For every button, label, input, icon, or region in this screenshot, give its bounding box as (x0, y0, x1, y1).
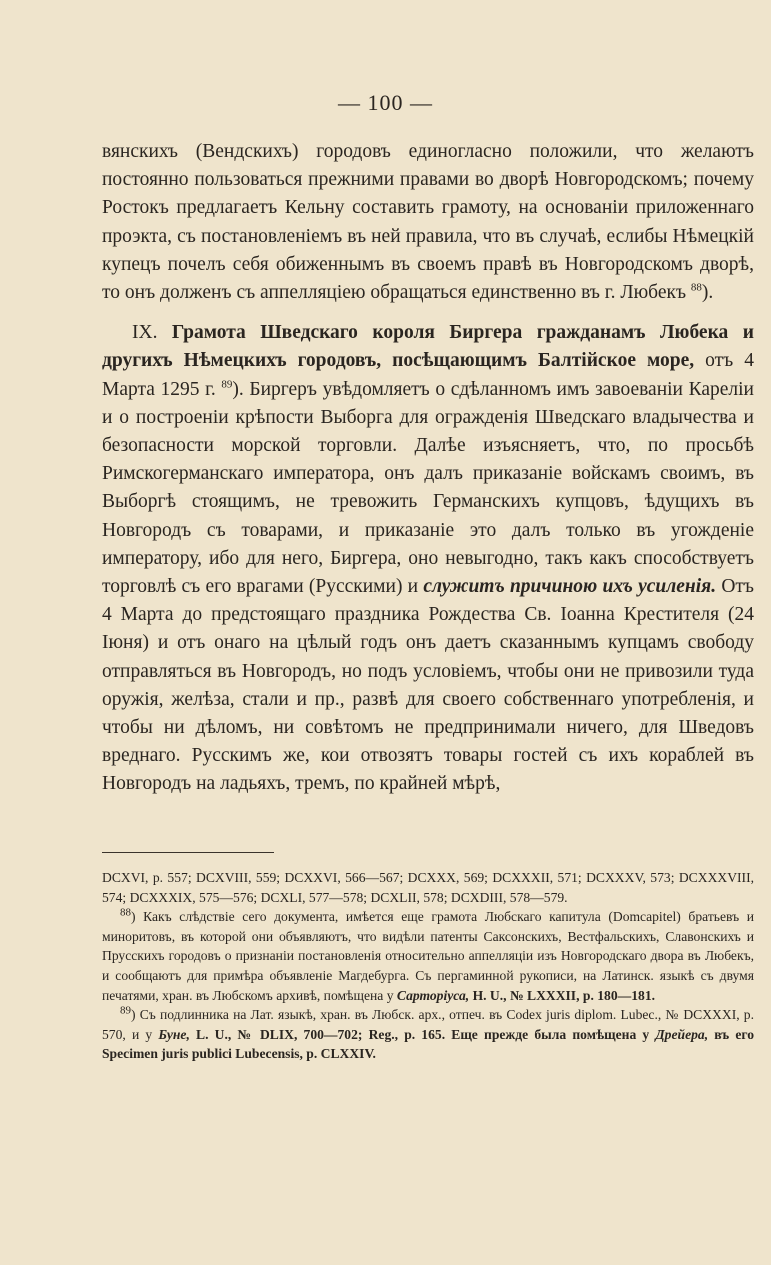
footnote-ref-88: 88 (690, 281, 702, 294)
footnote-89-mark: 89 (120, 1004, 131, 1017)
section-italic-text: служитъ причиною ихъ усиленія. (423, 576, 717, 598)
paragraph-text-end: ). (701, 282, 714, 304)
footnote-88-text: ) Какъ слѣдствіе сего документа, имѣется еще грамота Любскаго капитула (Domcapitel) братьевъ и миноритовъ, въ которой они объявляютъ, что видѣли патенты Саксонскихъ, Вестфальскихъ, Славонскихъ и Прусскихъ городовъ о признаніи постановленія относительно аппелляціи изъ Новгородскаго двора въ Любекъ, и сообщаютъ для примѣра объявленіе Магдебурга. Съ пергаминной рукописи, на Латинск. языкѣ съ двумя печатями, хран. въ Любскомъ архивѣ, помѣщена у (102, 909, 754, 1003)
section-text: ). Биргеръ увѣдомляетъ о сдѣланномъ имъ завоеваніи Кареліи и о построеніи крѣпости Выборга для огражденія Шведскаго владычества и безопасности морской торговли. Далѣе изъясняетъ, что, по просьбѣ Римскогерманскаго императора, онъ далъ приказаніе войскамъ своимъ, въ Выборгѣ стоящимъ, не тревожить Германскихъ купцовъ, ѣдущихъ въ Новгородъ съ товарами, и приказаніе это далъ только въ угожденіе императору, ибо для него, Биргера, оно невыгодно, такъ какъ способствуетъ торговлѣ съ его врагами (Русскими) и (102, 378, 754, 598)
footnote-89 (102, 1005, 754, 1064)
footnote-ref-89: 89 (221, 378, 233, 391)
footnote-89-ref2: въ его Specimen juris publici Lubecensis, p. CLXXIV. (102, 1026, 755, 1062)
section-number: IX. (132, 322, 158, 344)
footnote-divider (102, 852, 274, 853)
footnote-continuation: DCXVI, p. 557; DCXVIII, 559; DCXXVI, 566—567; DCXXX, 569; DCXXXII, 571; DCXXXV, 573; DCXXXVIII, 574; DCXXXIX, 575—576; DCXLI, 577—578; DCXLII, 578; DCXDIII, 578—579. (102, 870, 754, 905)
footnote-88-mark: 88 (120, 906, 131, 919)
main-text (102, 138, 754, 799)
footnote-89-author1: Буне, (158, 1026, 190, 1042)
section-ix (102, 319, 754, 798)
footnotes (102, 868, 754, 1064)
page-number: — 100 — (338, 90, 433, 115)
footnote-89-ref: L. U., № DLIX, 700—702; Reg., p. 165. Еще прежде была помѣщена у (196, 1026, 650, 1042)
section-date: отъ 4 Марта 1295 г. (102, 350, 755, 400)
footnote-89-author2: Дрейера, (655, 1026, 709, 1042)
section-text-cont: Отъ 4 Марта до предстоящаго праздника Рождества Св. Іоанна Крестителя (24 Іюня) и отъ онаго на цѣлый годъ онъ даетъ сказаннымъ купцамъ свободу отправляться въ Новгородъ, но подъ условіемъ, чтобы они не привозили туда оружія, желѣза, стали и пр., развѣ для своего собственнаго употребленія, и чтобы ни дѣломъ, ни совѣтомъ не предпринимали ничего, для Шведовъ вреднаго. Русскимъ же, кои отвозятъ товары гостей съ ихъ кораблей въ Новгородъ на ладьяхъ, тремъ, по крайней мѣрѣ, (102, 576, 754, 795)
footnote-89-text: ) Съ подлинника на Лат. языкѣ, хран. въ Любск. арх., отпеч. въ Codex juris diplom. Lubec., № DCXXXI, p. 570, и у (102, 1007, 754, 1042)
paragraph-continuation (102, 138, 754, 307)
footnote-88 (102, 907, 754, 1005)
section-title: Грамота Шведскаго короля Биргера гражданамъ Любека и другихъ Нѣмецкихъ городовъ, посѣщающимъ Балтійское море, (102, 322, 754, 372)
paragraph-text: вянскихъ (Вендскихъ) городовъ единогласно положили, что желаютъ постоянно пользоваться прежними правами во дворѣ Новгородскомъ; почему Ростокъ предлагаетъ Кельну составить грамоту, на основаніи приложеннаго проэкта, съ постановленіемъ въ ней правила, что въ случаѣ, еслибы Нѣмецкій купецъ почелъ себя обиженнымъ въ своемъ правѣ въ Новгородскомъ дворѣ, то онъ долженъ съ аппелляціею обращаться единственно въ г. Любекъ (102, 141, 754, 304)
footnote-88-author: Сарторіуса, (396, 987, 470, 1003)
footnote-88-ref: Н. U., № LXXXII, p. 180—181. (472, 987, 656, 1003)
